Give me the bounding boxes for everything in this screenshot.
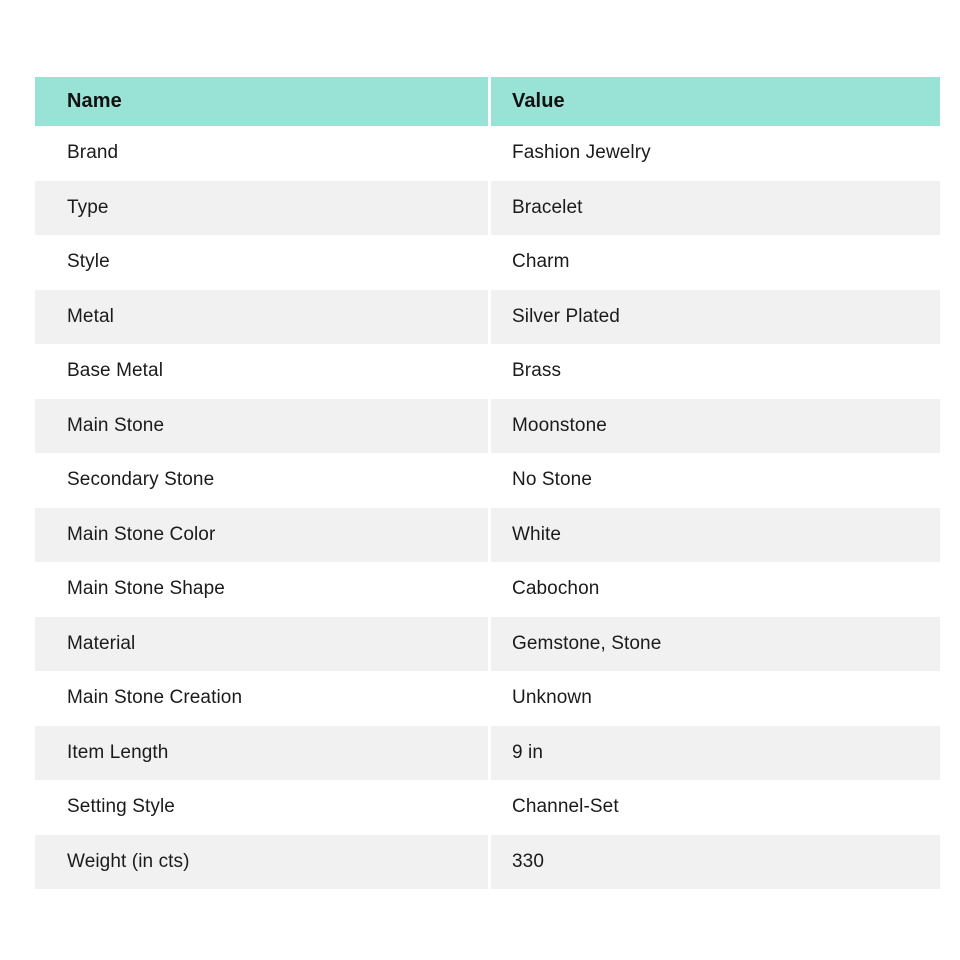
row-name-cell: Main Stone Shape [35,562,488,617]
row-value-cell: Bracelet [491,181,940,236]
table-row [35,780,940,835]
row-value-cell: White [491,508,940,563]
row-value-cell: Cabochon [491,562,940,617]
table-header-name: Name [35,77,488,126]
row-name-cell: Style [35,235,488,290]
table-row [35,126,940,181]
row-name-cell: Setting Style [35,780,488,835]
row-value-cell: Moonstone [491,399,940,454]
table-body [35,126,940,889]
row-value-cell: Channel-Set [491,780,940,835]
row-value-cell: 330 [491,835,940,890]
row-value-cell: 9 in [491,726,940,781]
row-value-cell: Gemstone, Stone [491,617,940,672]
table-row [35,671,940,726]
table-row [35,617,940,672]
table-row [35,344,940,399]
row-name-cell: Brand [35,126,488,181]
row-name-cell: Type [35,181,488,236]
row-value-cell: Brass [491,344,940,399]
product-spec-table [35,77,940,889]
table-row [35,726,940,781]
table-row [35,290,940,345]
table-row [35,453,940,508]
row-name-cell: Material [35,617,488,672]
row-name-cell: Main Stone Color [35,508,488,563]
table-row [35,562,940,617]
table-row [35,835,940,890]
table-header-row [35,77,940,126]
table-row [35,399,940,454]
table-header-value: Value [491,77,940,126]
table-row [35,508,940,563]
table-row [35,235,940,290]
row-value-cell: No Stone [491,453,940,508]
row-name-cell: Main Stone [35,399,488,454]
table-row [35,181,940,236]
row-name-cell: Item Length [35,726,488,781]
row-name-cell: Secondary Stone [35,453,488,508]
row-value-cell: Unknown [491,671,940,726]
row-name-cell: Main Stone Creation [35,671,488,726]
row-value-cell: Silver Plated [491,290,940,345]
row-value-cell: Fashion Jewelry [491,126,940,181]
row-name-cell: Weight (in cts) [35,835,488,890]
row-value-cell: Charm [491,235,940,290]
row-name-cell: Base Metal [35,344,488,399]
row-name-cell: Metal [35,290,488,345]
